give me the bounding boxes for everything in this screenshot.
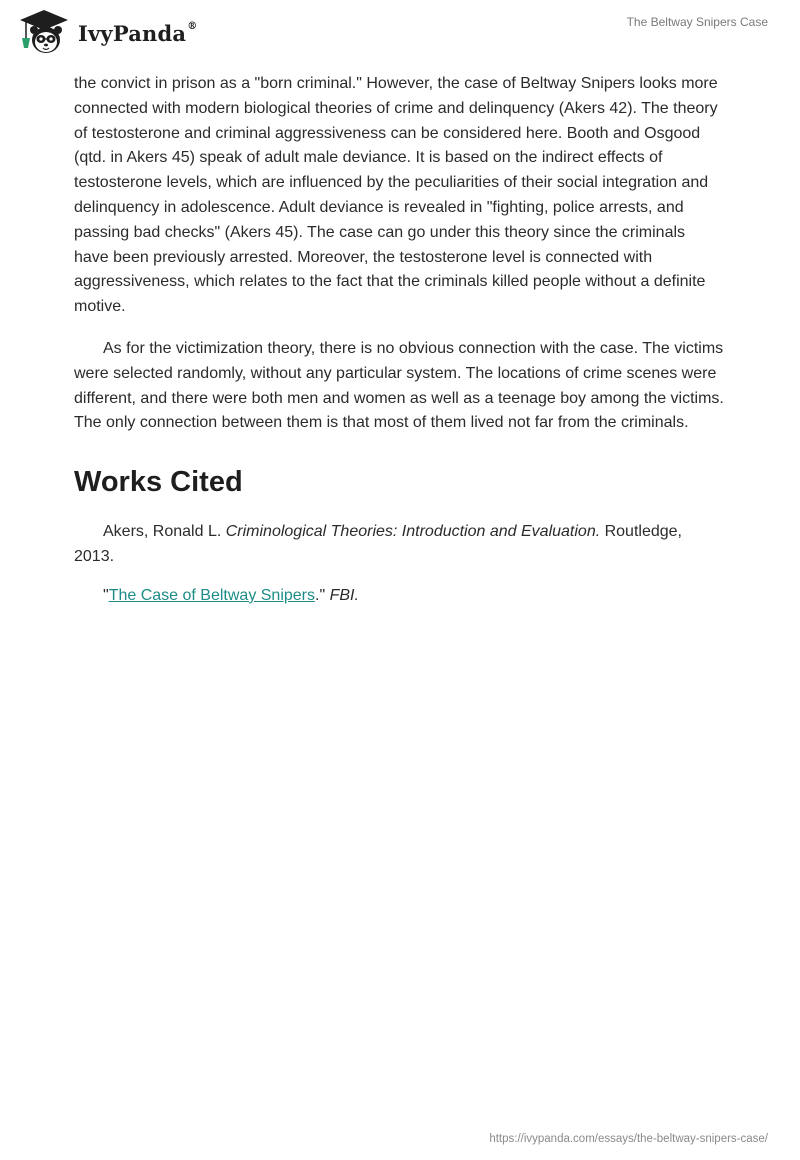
citation-link[interactable]: The Case of Beltway Snipers xyxy=(108,586,316,604)
citation-fbi xyxy=(74,584,724,609)
citation-source: FBI. xyxy=(329,586,359,604)
works-cited-heading: Works Cited xyxy=(74,466,243,499)
body-paragraph-2: As for the victimization theory, there is no obvious connection with the case. The victims were selected randomly, without any particular system. The locations of crime scenes were different, and there were both men and women as well as a teenage boy among the victims. The only connection between them is that most of them lived not far from the criminals. xyxy=(74,339,724,432)
page-header xyxy=(0,0,800,70)
running-title: The Beltway Snipers Case xyxy=(626,15,768,29)
panda-graduation-icon xyxy=(16,8,72,58)
citation-title: Criminological Theories: Introduction and Evaluation. xyxy=(225,523,601,541)
citation-akers xyxy=(74,520,724,570)
citation-author: Akers, Ronald L. xyxy=(103,523,226,541)
ivypanda-logo[interactable] xyxy=(16,8,197,58)
brand-name: IvyPanda® xyxy=(78,20,198,46)
citation-publisher: Routledge, 2013. xyxy=(74,523,682,565)
citation-open-quote: " xyxy=(103,586,109,604)
citation-close-quote: ." xyxy=(315,586,330,604)
footer-url[interactable]: https://ivypanda.com/essays/the-beltway-snipers-case/ xyxy=(489,1133,768,1145)
body-paragraph-1: the convict in prison as a "born criminal." However, the case of Beltway Snipers looks more connected with modern biological theories of crime and delinquency (Akers 42). The theory of testosterone and criminal aggressiveness can be considered here. Booth and Osgood (qtd. in Akers 45) speak of adult male deviance. It is based on the indirect effects of testosterone levels, which are influenced by the peculiarities of their social integration and delinquency in adolescence. Adult deviance is revealed in "fighting, police arrests, and passing bad checks" (Akers 45). The case can go under this theory since the criminals have been previously arrested. Moreover, the testosterone level is connected with aggressiveness, which relates to the fact that the criminals killed people without a definite motive. xyxy=(74,75,718,316)
essay-content xyxy=(74,72,724,623)
